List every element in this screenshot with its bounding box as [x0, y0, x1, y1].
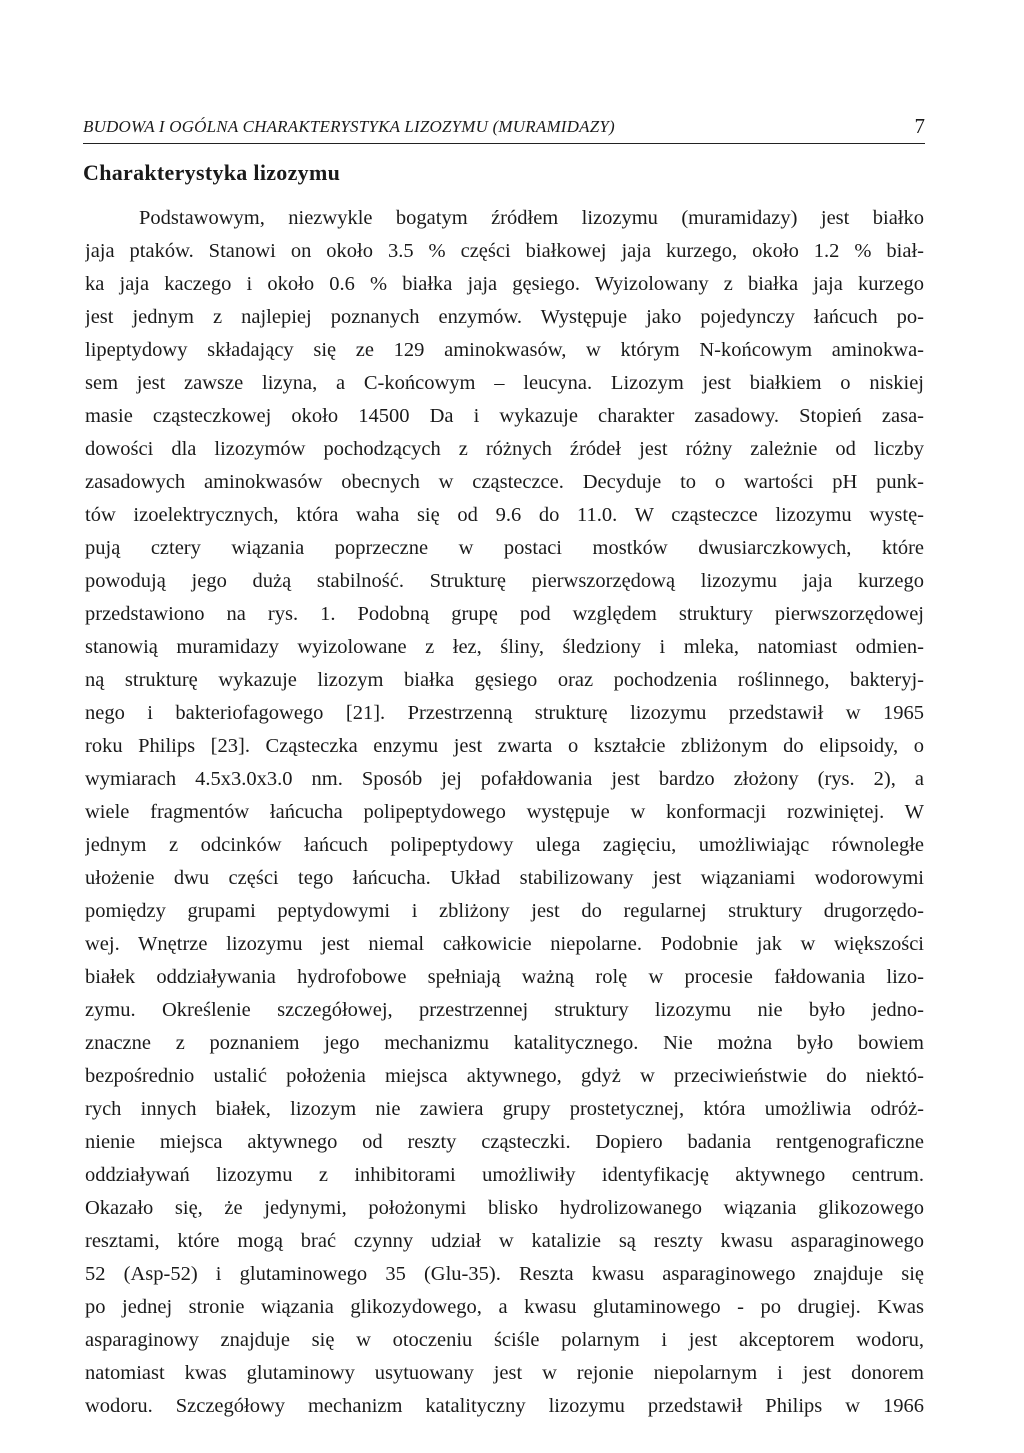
text-line: roku Philips [23]. Cząsteczka enzymu jest zwarta o kształcie zbliżonym do elipsoidy, o — [85, 735, 924, 757]
text-line: jaja ptaków. Stanowi on około 3.5 % części białkowej jaja kurzego, około 1.2 % biał- — [85, 240, 924, 262]
text-line: ną strukturę wykazuje lizozym białka gęsiego oraz pochodzenia roślinnego, bakteryj- — [85, 669, 924, 691]
page-number: 7 — [914, 114, 925, 138]
text-line: zasadowych aminokwasów obecnych w cząsteczce. Decyduje to o wartości pH punk- — [85, 471, 924, 493]
text-line: lipeptydowy składający się ze 129 aminokwasów, w którym N-końcowym aminokwa- — [85, 339, 924, 361]
text-line: białek oddziaływania hydrofobowe spełniają ważną rolę w procesie fałdowania lizo- — [85, 966, 924, 988]
text-line: Podstawowym, niezwykle bogatym źródłem lizozymu (muramidazy) jest białko — [139, 207, 924, 229]
text-line: bezpośrednio ustalić położenia miejsca aktywnego, gdyż w przeciwieństwie do niektó- — [85, 1065, 924, 1087]
text-line: ka jaja kaczego i około 0.6 % białka jaja gęsiego. Wyizolowany z białka jaja kurzego — [85, 273, 924, 295]
text-line: ułożenie dwu części tego łańcucha. Układ stabilizowany jest wiązaniami wodorowymi — [85, 867, 924, 889]
text-line: pomiędzy grupami peptydowymi i zbliżony jest do regularnej struktury drugorzędo- — [85, 900, 924, 922]
text-line: zymu. Określenie szczegółowej, przestrzennej struktury lizozymu nie było jedno- — [85, 999, 924, 1021]
text-line: natomiast kwas glutaminowy usytuowany jest w rejonie niepolarnym i jest donorem — [85, 1362, 924, 1384]
text-line: po jednej stronie wiązania glikozydowego, a kwasu glutaminowego - po drugiej. Kwas — [85, 1296, 924, 1318]
text-line: nienie miejsca aktywnego od reszty cząsteczki. Dopiero badania rentgenograficzne — [85, 1131, 924, 1153]
text-line: sem jest zawsze lizyna, a C-końcowym – leucyna. Lizozym jest białkiem o niskiej — [85, 372, 924, 394]
text-line: powodują jego dużą stabilność. Strukturę pierwszorzędową lizozymu jaja kurzego — [85, 570, 924, 592]
text-line: 52 (Asp-52) i glutaminowego 35 (Glu-35). Reszta kwasu asparaginowego znajduje się — [85, 1263, 924, 1285]
text-line: oddziaływań lizozymu z inhibitorami umożliwiły identyfikację aktywnego centrum. — [85, 1164, 924, 1186]
text-line: wymiarach 4.5x3.0x3.0 nm. Sposób jej pofałdowania jest bardzo złożony (rys. 2), a — [85, 768, 924, 790]
text-line: masie cząsteczkowej około 14500 Da i wykazuje charakter zasadowy. Stopień zasa- — [85, 405, 924, 427]
text-line: pują cztery wiązania poprzeczne w postaci mostków dwusiarczkowych, które — [85, 537, 924, 559]
text-line: wodoru. Szczegółowy mechanizm katalityczny lizozymu przedstawił Philips w 1966 — [85, 1395, 924, 1417]
text-line: resztami, które mogą brać czynny udział w katalizie są reszty kwasu asparaginowego — [85, 1230, 924, 1252]
text-line: jednym z odcinków łańcuch polipeptydowy ulega zagięciu, umożliwiając równoległe — [85, 834, 924, 856]
text-line: stanowią muramidazy wyizolowane z łez, śliny, śledziony i mleka, natomiast odmien- — [85, 636, 924, 658]
text-line: asparaginowy znajduje się w otoczeniu ściśle polarnym i jest akceptorem wodoru, — [85, 1329, 924, 1351]
body-paragraph — [85, 202, 924, 1423]
text-line: jest jednym z najlepiej poznanych enzymów. Występuje jako pojedynczy łańcuch po- — [85, 306, 924, 328]
text-line: nego i bakteriofagowego [21]. Przestrzenną strukturę lizozymu przedstawił w 1965 — [85, 702, 924, 724]
text-line: znaczne z poznaniem jego mechanizmu katalitycznego. Nie można było bowiem — [85, 1032, 924, 1054]
header-title: BUDOWA I OGÓLNA CHARAKTERYSTYKA LIZOZYMU (MURAMIDAZY) — [83, 117, 615, 136]
text-line: dowości dla lizozymów pochodzących z różnych źródeł jest różny zależnie od liczby — [85, 438, 924, 460]
text-line: Okazało się, że jedynymi, położonymi blisko hydrolizowanego wiązania glikozowego — [85, 1197, 924, 1219]
text-line: wej. Wnętrze lizozymu jest niemal całkowicie niepolarne. Podobnie jak w większości — [85, 933, 924, 955]
text-line: przedstawiono na rys. 1. Podobną grupę pod względem struktury pierwszorzędowej — [85, 603, 924, 625]
text-line: tów izoelektrycznych, która waha się od 9.6 do 11.0. W cząsteczce lizozymu wystę- — [85, 504, 924, 526]
text-line: wiele fragmentów łańcucha polipeptydowego występuje w konformacji rozwiniętej. W — [85, 801, 924, 823]
section-heading: Charakterystyka lizozymu — [83, 160, 341, 185]
text-line: rych innych białek, lizozym nie zawiera grupy prostetycznej, która umożliwia odróż- — [85, 1098, 924, 1120]
running-header — [83, 107, 925, 144]
